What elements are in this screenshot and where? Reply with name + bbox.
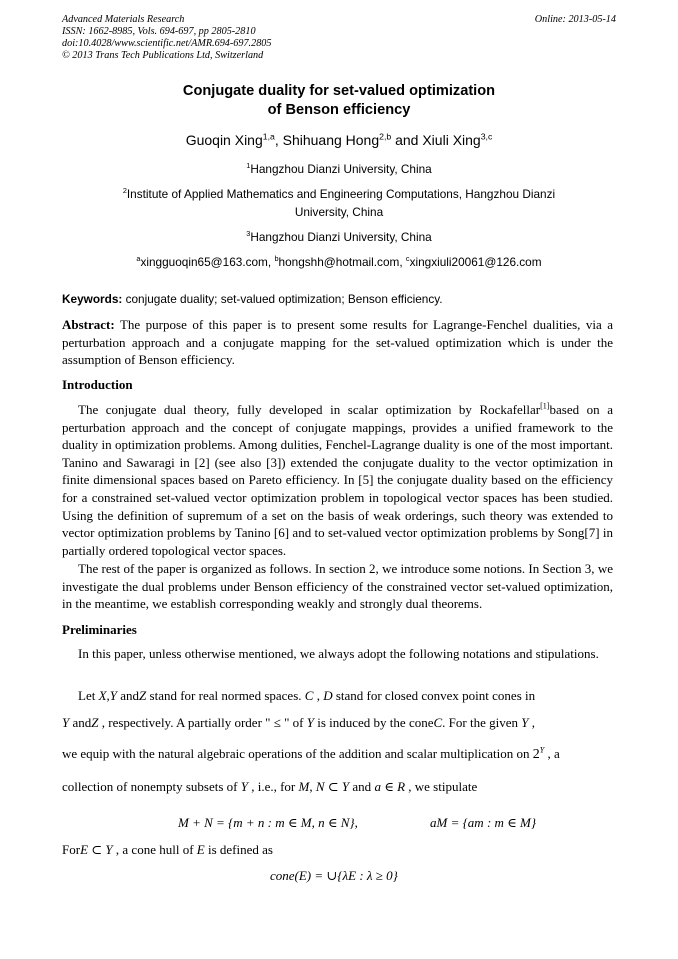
notation-line-1 <box>62 687 613 705</box>
title-line-2: of Benson efficiency <box>267 102 411 118</box>
author-sup: 3,c <box>480 131 493 142</box>
email-sup: b <box>274 254 279 264</box>
text: stand for closed convex point cones in <box>332 688 536 703</box>
affiliation-3 <box>0 228 678 246</box>
text: , <box>309 779 316 794</box>
text: ⊂ <box>324 779 342 794</box>
math-symbol: X <box>98 688 107 703</box>
text: , a cone hull of <box>112 842 197 857</box>
affiliation-text: Hangzhou Dianzi University, China <box>250 230 432 244</box>
author-separator: and <box>391 132 423 148</box>
email-list <box>0 253 678 271</box>
text: collection of nonempty subsets of <box>62 779 241 794</box>
math-symbol: E <box>196 842 205 857</box>
title-line-1: Conjugate duality for set-valued optimization <box>182 83 496 99</box>
keywords-text: conjugate duality; set-valued optimization; Benson efficiency. <box>125 292 443 306</box>
equation-scalar: aM = {am : m ∈ M} <box>430 815 537 830</box>
online-date: Online: 2013-05-14 <box>534 14 616 25</box>
introduction-heading: Introduction <box>62 377 133 392</box>
text: . For the given <box>442 715 522 730</box>
text: ⊂ <box>88 842 106 857</box>
leq-symbol: ≤ <box>273 715 281 730</box>
text: stand for real normed spaces. <box>146 688 305 703</box>
text: , i.e., for <box>247 779 299 794</box>
affiliation-sup: 2 <box>122 186 127 196</box>
intro-text: The conjugate dual theory, fully developed in scalar optimization by Rockafellar <box>78 402 541 417</box>
issn-line: ISSN: 1662-8985, Vols. 694-697, pp 2805-2810 <box>62 26 256 37</box>
text: and <box>349 779 375 794</box>
text: , we stipulate <box>405 779 478 794</box>
math-symbol: Y <box>306 715 314 730</box>
copyright-line: © 2013 Trans Tech Publications Ltd, Switzerland <box>62 50 264 61</box>
text: For <box>62 842 81 857</box>
introduction-paragraph-1 <box>62 401 613 559</box>
email-address: xingxiuli20061@126.com <box>409 255 542 269</box>
text: " of <box>280 715 307 730</box>
email-address: xingguoqin65@163.com <box>140 255 268 269</box>
text: is induced by the cone <box>313 715 434 730</box>
math-symbol: 2 <box>532 747 540 762</box>
author-name: Xiuli Xing <box>422 132 481 148</box>
text: we equip with the natural algebraic operations of the addition and scalar multiplication on <box>62 746 533 761</box>
math-symbol: E <box>80 842 89 857</box>
abstract-text: The purpose of this paper is to present some results for Lagrange-Fenchel dualities, via a perturbation approach and a conjugate mapping for the set-valued optimization which is under the assumption of Benson efficiency. <box>62 317 614 368</box>
email-separator: , <box>267 255 275 269</box>
email-sup: a <box>136 254 141 264</box>
math-symbol: Y <box>521 715 529 730</box>
author-sup: 1,a <box>262 131 275 142</box>
math-symbol: N <box>315 779 325 794</box>
citation-ref: [1] <box>540 401 550 411</box>
intro-text: based on a perturbation approach and the concept of conjugate mappings, provides a unified framework to the duality in optimization problems. Among dulities, Fenchel-Lagrange duality is one of the most important. Tanino and Sawaragi in [2] (see also [3]) extended the conjugate duality to the vector optimization in finite dimensional spaces based on Pareto efficiency. In [5] the conjugate duality based on the efficiency for a constrained set-valued vector optimization problem in topological vector spaces has been studied. Using the definition of supremum of a set on the basis of weak orderings, such theory was extended to vector optimization problems by Tanino [6] and to set-valued vector optimization problems by Song[7] in partially ordered topological vector spaces. <box>62 402 613 558</box>
affiliation-1 <box>0 160 678 178</box>
journal-name: Advanced Materials Research <box>62 14 185 25</box>
math-symbol: Y <box>62 715 70 730</box>
math-symbol: C <box>304 688 314 703</box>
text: , a <box>544 746 560 761</box>
math-symbol: D <box>323 688 333 703</box>
affiliation-text: Institute of Applied Mathematics and Engineering Computations, Hangzhou Dianzi University, China <box>126 187 556 219</box>
text: and <box>69 715 92 730</box>
math-symbol: Z <box>139 688 147 703</box>
author-separator: , <box>274 132 283 148</box>
abstract <box>62 316 613 369</box>
affiliation-sup: 3 <box>246 229 251 239</box>
math-symbol: C <box>433 715 443 730</box>
keywords <box>62 292 616 307</box>
text: Let <box>78 688 99 703</box>
journal-metadata <box>62 14 271 62</box>
equation-sum: M + N = {m + n : m ∈ M, n ∈ N}, <box>178 815 358 830</box>
preliminaries-heading: Preliminaries <box>62 622 137 637</box>
math-symbol: Y <box>109 688 118 703</box>
math-symbol: a <box>374 779 381 794</box>
email-separator: , <box>399 255 406 269</box>
math-symbol: R <box>397 779 406 794</box>
math-symbol: M <box>298 779 310 794</box>
doi-line: doi:10.4028/www.scientific.net/AMR.694-697.2805 <box>62 38 272 49</box>
notation-line-5 <box>62 841 613 859</box>
text: ∈ <box>380 779 398 794</box>
email-sup: c <box>405 254 410 264</box>
author-sup: 2,b <box>379 131 392 142</box>
math-symbol: Y <box>341 779 350 794</box>
text: , <box>313 688 324 703</box>
text: , respectively. A partially order " <box>98 715 274 730</box>
notation-line-2 <box>62 714 613 732</box>
text: , <box>106 688 110 703</box>
math-exponent: Y <box>539 745 545 755</box>
text: , <box>528 715 535 730</box>
math-symbol: Y <box>105 842 113 857</box>
math-symbol: Y <box>240 779 248 794</box>
affiliation-2 <box>100 185 578 221</box>
author-name: Guoqin Xing <box>185 132 263 148</box>
abstract-label: Abstract: <box>62 317 115 332</box>
text: is defined as <box>204 842 273 857</box>
text: and <box>117 688 140 703</box>
author-list <box>0 131 678 149</box>
affiliation-text: Hangzhou Dianzi University, China <box>250 162 432 176</box>
email-address: hongshh@hotmail.com <box>278 255 400 269</box>
notation-line-3 <box>62 745 613 764</box>
notation-line-4 <box>62 778 613 796</box>
introduction-paragraph-2: The rest of the paper is organized as follows. In section 2, we introduce some notions. In Section 3, we investigate the dual problems under Benson efficiency of the constrained vector set-valued optimization, in the meantime, we establish corresponding weakly and strongly dual theorems. <box>62 561 613 612</box>
math-symbol: Z <box>91 715 99 730</box>
author-name: Shihuang Hong <box>282 132 380 148</box>
paper-title <box>0 82 678 120</box>
preliminaries-paragraph-1: In this paper, unless otherwise mentioned, we always adopt the following notations and stipulations. <box>78 646 599 661</box>
equation-cone-hull: cone(E) = ∪{λE : λ ≥ 0} <box>270 868 398 883</box>
affiliation-sup: 1 <box>246 161 251 171</box>
keywords-label: Keywords: <box>62 292 123 306</box>
